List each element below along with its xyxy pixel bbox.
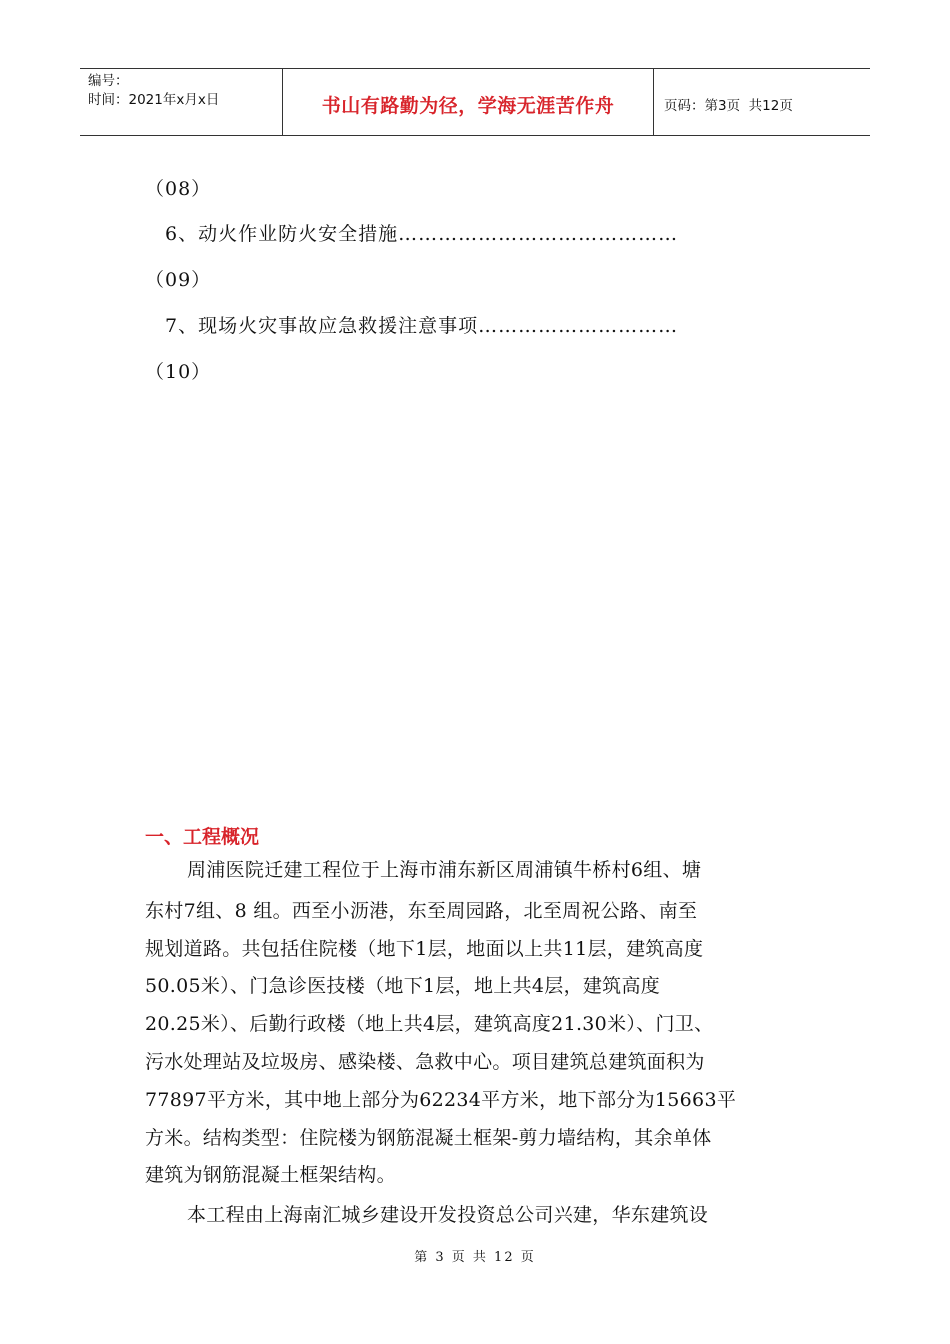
header-page-label: 页码：第3页 共12页 <box>664 98 793 114</box>
page-footer: 第 3 页 共 12 页 <box>414 1250 536 1265</box>
header-number: 编号： <box>88 73 129 89</box>
body-line: 本工程由上海南汇城乡建设开发投资总公司兴建，华东建筑设 <box>187 1204 709 1226</box>
toc-entry: 6、动火作业防火安全措施…………………………………… <box>165 223 679 245</box>
toc-entry: 7、现场火灾事故应急救援注意事项………………………… <box>165 315 679 337</box>
body-line: 建筑为钢筋混凝土框架结构。 <box>145 1164 396 1186</box>
body-line: 规划道路。共包括住院楼（地下1层，地面以上共11层，建筑高度 <box>145 938 704 960</box>
section-heading: 一、工程概况 <box>145 826 260 848</box>
toc-page-ref: （09） <box>145 269 212 291</box>
header-time: 时间：2021年x月x日 <box>88 92 220 108</box>
body-line: 周浦医院迁建工程位于上海市浦东新区周浦镇牛桥村6组、塘 <box>187 859 702 881</box>
body-line: 77897平方米，其中地上部分为62234平方米，地下部分为15663平 <box>145 1089 737 1111</box>
header-table <box>80 68 870 136</box>
body-line: 东村7组、8 组。西至小沥港，东至周园路，北至周祝公路、南至 <box>145 900 698 922</box>
body-line: 方米。结构类型：住院楼为钢筋混凝土框架-剪力墙结构，其余单体 <box>145 1127 712 1149</box>
body-line: 50.05米）、门急诊医技楼（地下1层，地上共4层，建筑高度 <box>145 975 661 997</box>
body-line: 污水处理站及垃圾房、感染楼、急救中心。项目建筑总建筑面积为 <box>145 1051 705 1073</box>
header-slogan: 书山有路勤为径，学海无涯苦作舟 <box>282 69 654 135</box>
toc-page-ref: （10） <box>145 361 212 383</box>
header-page-cell <box>654 69 870 135</box>
header-left-cell <box>80 69 282 135</box>
body-line: 20.25米）、后勤行政楼（地上共4层，建筑高度21.30米）、门卫、 <box>145 1013 714 1035</box>
toc-page-ref: （08） <box>145 178 212 200</box>
